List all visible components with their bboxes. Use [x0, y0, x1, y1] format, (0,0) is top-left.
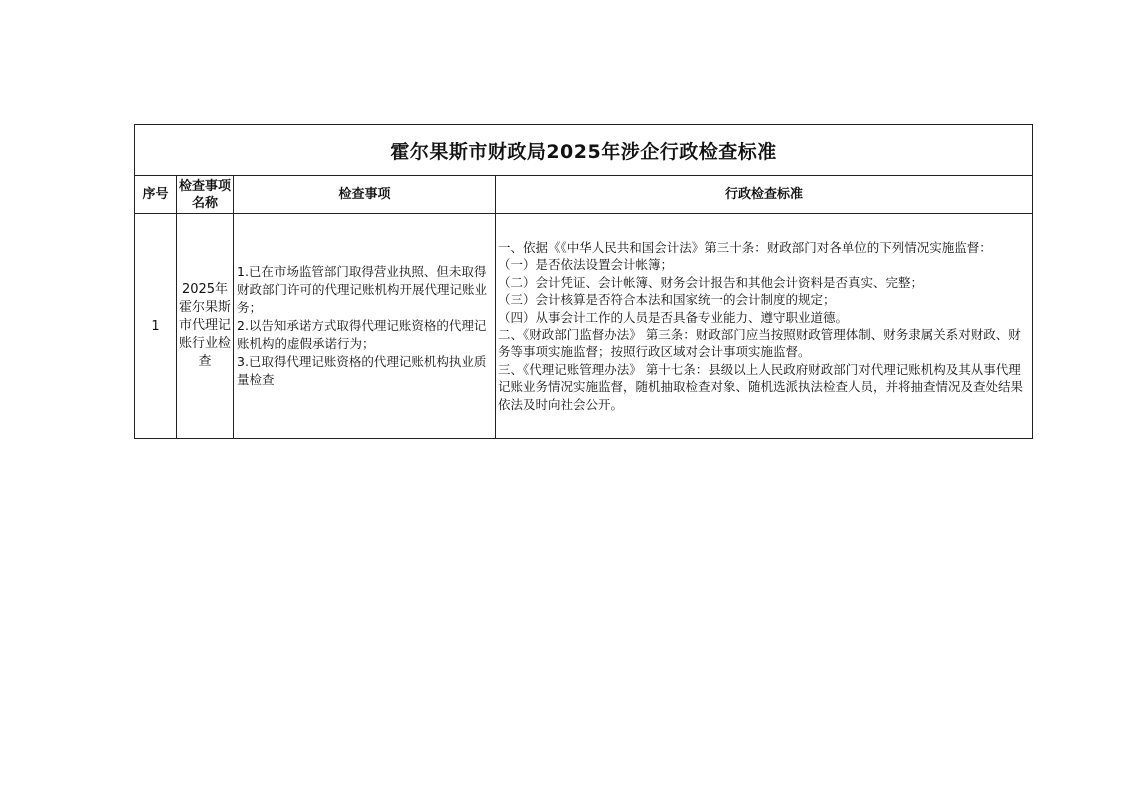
- standard-clause: （四）从事会计工作的人员是否具备专业能力、遵守职业道德。: [498, 309, 849, 325]
- document-title: 霍尔果斯市财政局2025年涉企行政检查标准: [135, 125, 1033, 176]
- header-items: 检查事项: [234, 176, 496, 214]
- inspection-standard-table: [134, 124, 1033, 439]
- standard-clause: 二、《财政部门监督办法》 第三条：财政部门应当按照财政管理体制、财务隶属关系对财政、财务等事项实施监督；按照行政区域对会计事项实施监督。: [498, 327, 1021, 360]
- header-seq: 序号: [135, 176, 177, 214]
- header-row: [135, 176, 1033, 214]
- inspection-item: 2.以告知承诺方式取得代理记账资格的代理记账机构的虚假承诺行为；: [237, 318, 487, 351]
- table-row: [135, 214, 1033, 439]
- standard-clause: （二）会计凭证、会计帐簿、财务会计报告和其他会计资料是否真实、完整；: [498, 274, 924, 290]
- row-seq: 1: [135, 214, 177, 439]
- standard-clause: 三、《代理记账管理办法》 第十七条：县级以上人民政府财政部门对代理记账机构及其从事代理记账业务情况实施监督，随机抽取检查对象、随机选派执法检查人员，并将抽查情况及查处结果依法及时向社会公开。: [498, 361, 1024, 412]
- row-items: [234, 214, 496, 439]
- standard-clause: 一、依据《《中华人民共和国会计法》第三十条：财政部门对各单位的下列情况实施监督：: [498, 239, 992, 255]
- header-item-name: 检查事项名称: [177, 176, 234, 214]
- standard-clause: （一）是否依法设置会计帐簿；: [498, 257, 674, 273]
- standard-clause: （三）会计核算是否符合本法和国家统一的会计制度的规定；: [498, 292, 836, 308]
- row-item-name: 2025年霍尔果斯市代理记账行业检查: [177, 214, 234, 439]
- inspection-item: 1.已在市场监管部门取得营业执照、但未取得财政部门许可的代理记账机构开展代理记账业务；: [237, 264, 488, 315]
- header-standard: 行政检查标准: [496, 176, 1033, 214]
- inspection-item: 3.已取得代理记账资格的代理记账机构执业质量检查: [237, 354, 487, 387]
- row-standard: [496, 214, 1033, 439]
- title-row: [135, 125, 1033, 176]
